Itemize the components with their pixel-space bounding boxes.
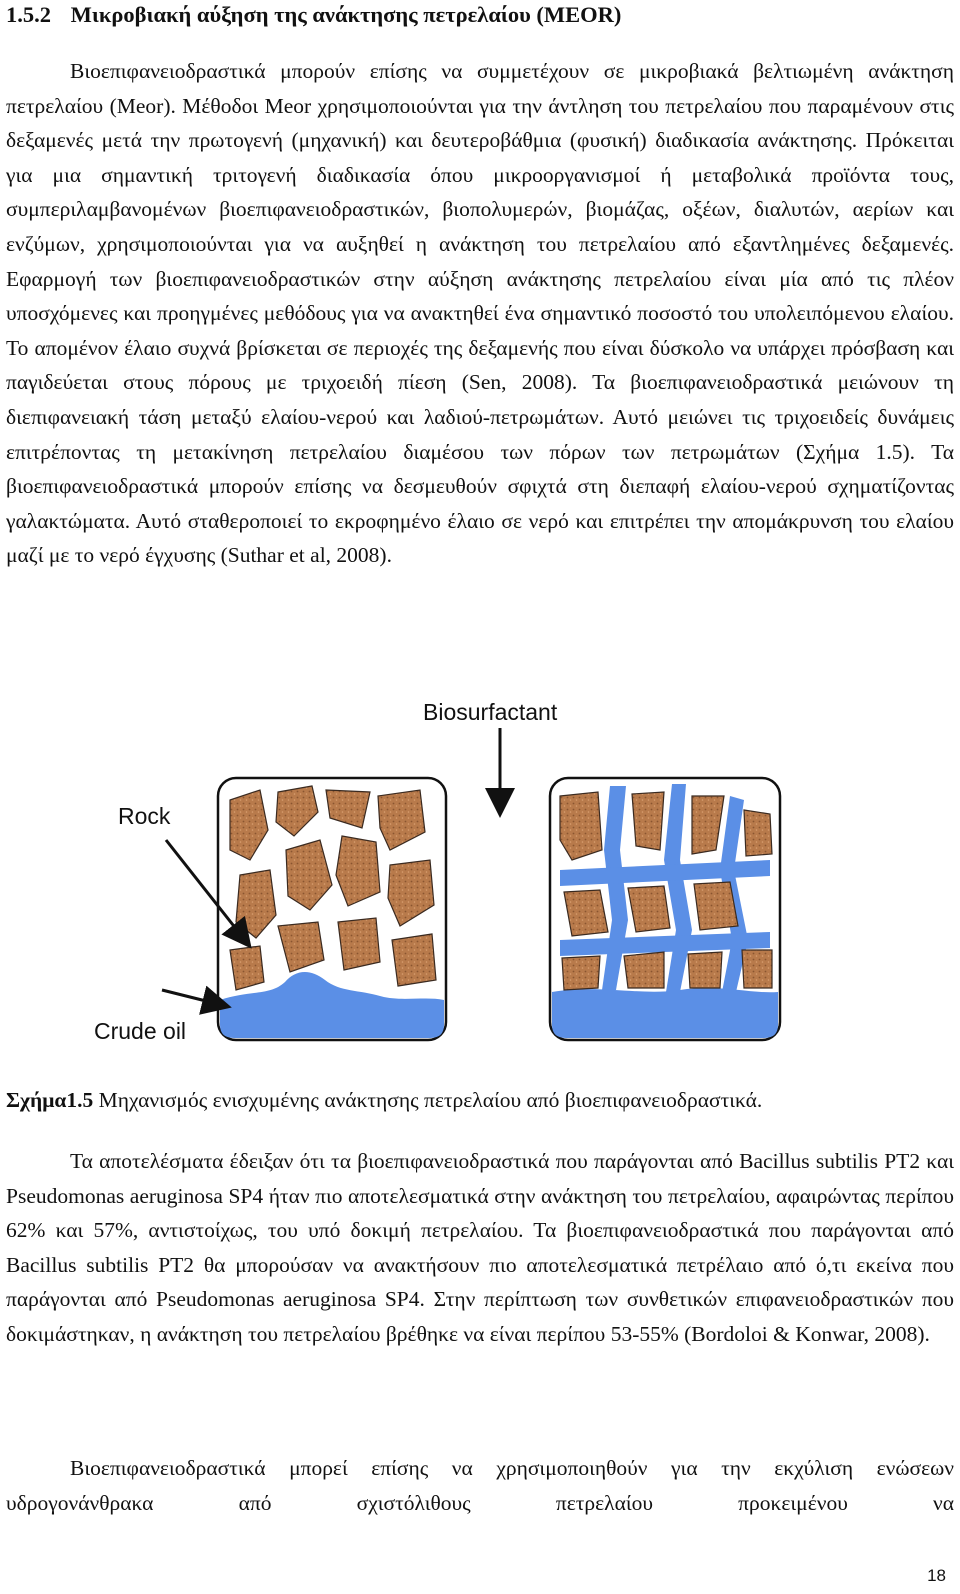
paragraph-extraction: Βιοεπιφανειοδραστικά μπορεί επίσης να χρησιμοποιηθούν για την εκχύλιση ενώσεων υδρογονάνθρακα από σχιστόλιθους πετρελαίου προκειμένου να xyxy=(6,1456,954,1515)
panel-before xyxy=(218,778,446,1040)
figure-caption xyxy=(6,1088,762,1113)
caption-number: Σχήμα1.5 xyxy=(6,1088,94,1112)
section-number: 1.5.2 xyxy=(6,2,51,27)
label-crude-oil: Crude oil xyxy=(94,1018,187,1044)
paragraph-results: Τα αποτελέσματα έδειξαν ότι τα βιοεπιφανειοδραστικά που παράγονται από Bacillus subtilis PT2 και Pseudomonas aeruginosa SP4 ήταν πιο αποτελεσματικά στην ανάκτηση του πετρελαίου, αφαιρώντας περίπου 62% και 57%, αντιστοίχως, του υπό δοκιμή πετρελαίου. Τα βιοεπιφανειοδραστικά που παράγονται από Bacillus subtilis PT2 θα μπορούσαν να ανακτήσουν πιο αποτελεσματικά πετρέλαιο από ό,τι εκείνα που παράγονται από Pseudomonas aeruginosa SP4. Στην περίπτωση των συνθετικών επιφανειοδραστικών που δοκιμάστηκαν, η ανάκτηση του πετρελαίου βρέθηκε να είναι περίπου 53-55% (Bordoloi & Konwar, 2008). xyxy=(6,1149,954,1346)
figure-diagram xyxy=(80,700,800,1060)
panel-after xyxy=(550,778,780,1040)
arrow-oil-icon xyxy=(162,990,226,1006)
label-rock: Rock xyxy=(118,803,171,829)
figure-eor-mechanism xyxy=(80,700,800,1060)
paragraph-meor: Βιοεπιφανειοδραστικά μπορούν επίσης να συμμετέχουν σε μικροβιακά βελτιωμένη ανάκτηση πετρελαίου (Meor). Μέθοδοι Meor χρησιμοποιούνται για την άντληση του πετρελαίου που παραμένουν στις δεξαμενές μετά την πρωτογενή (μηχανική) και δευτεροβάθμια (φυσική) διαδικασία ανάκτησης. Πρόκειται για μια σημαντική τριτογενή διαδικασία όπου μικροοργανισμοί ή μεταβολικά προϊόντα τους, συμπεριλαμβανομένων βιοεπιφανειοδραστικών, βιοπολυμερών, βιομάζας, οξέων, διαλυτών, αερίων και ενζύμων, χρησιμοποιούνται για να αυξηθεί η ανάκτηση του πετρελαίου από εξαντλημένες δεξαμενές. Εφαρμογή των βιοεπιφανειοδραστικών στην αύξηση ανάκτησης πετρελαίου είναι μία από τις πλέον υποσχόμενες και προηγμένες μεθόδους για να ανακτηθεί ένα σημαντικό ποσοστό του υπολειπόμενου ελαίου. Το απομένον έλαιο συχνά βρίσκεται σε περιοχές της δεξαμενής που είναι δύσκολο να υπάρχει πρόσβαση και παγιδεύεται στους πόρους με τριχοειδή πίεση (Sen, 2008). Τα βιοεπιφανειοδραστικά μειώνουν τη διεπιφανειακή τάση μεταξύ ελαίου-νερού και λαδιού-πετρωμάτων. Αυτό μειώνει τις τριχοειδείς δυνάμεις επιτρέποντας τη μετακίνηση πετρελαίου διαμέσου των πόρων των πετρωμάτων (Σχήμα 1.5). Τα βιοεπιφανειοδραστικά μπορούν επίσης να δεσμευθούν σφιχτά στη διεπαφή ελαίου-νερού σχηματίζοντας γαλακτώματα. Αυτό σταθεροποιεί το εκροφημένο έλαιο σε νερό και επιτρέπει την απομάκρυνση του ελαίου μαζί με το νερό έγχυσης (Suthar et al, 2008). xyxy=(6,59,954,568)
label-biosurfactant: Biosurfactant xyxy=(423,700,558,726)
section-title: Μικροβιακή αύξηση της ανάκτησης πετρελαίου (MEOR) xyxy=(70,2,622,27)
caption-text: Μηχανισμός ενισχυμένης ανάκτησης πετρελαίου από βιοεπιφανειοδραστικά. xyxy=(93,1088,763,1112)
page-number: 18 xyxy=(927,1566,946,1585)
section-heading xyxy=(6,2,621,28)
